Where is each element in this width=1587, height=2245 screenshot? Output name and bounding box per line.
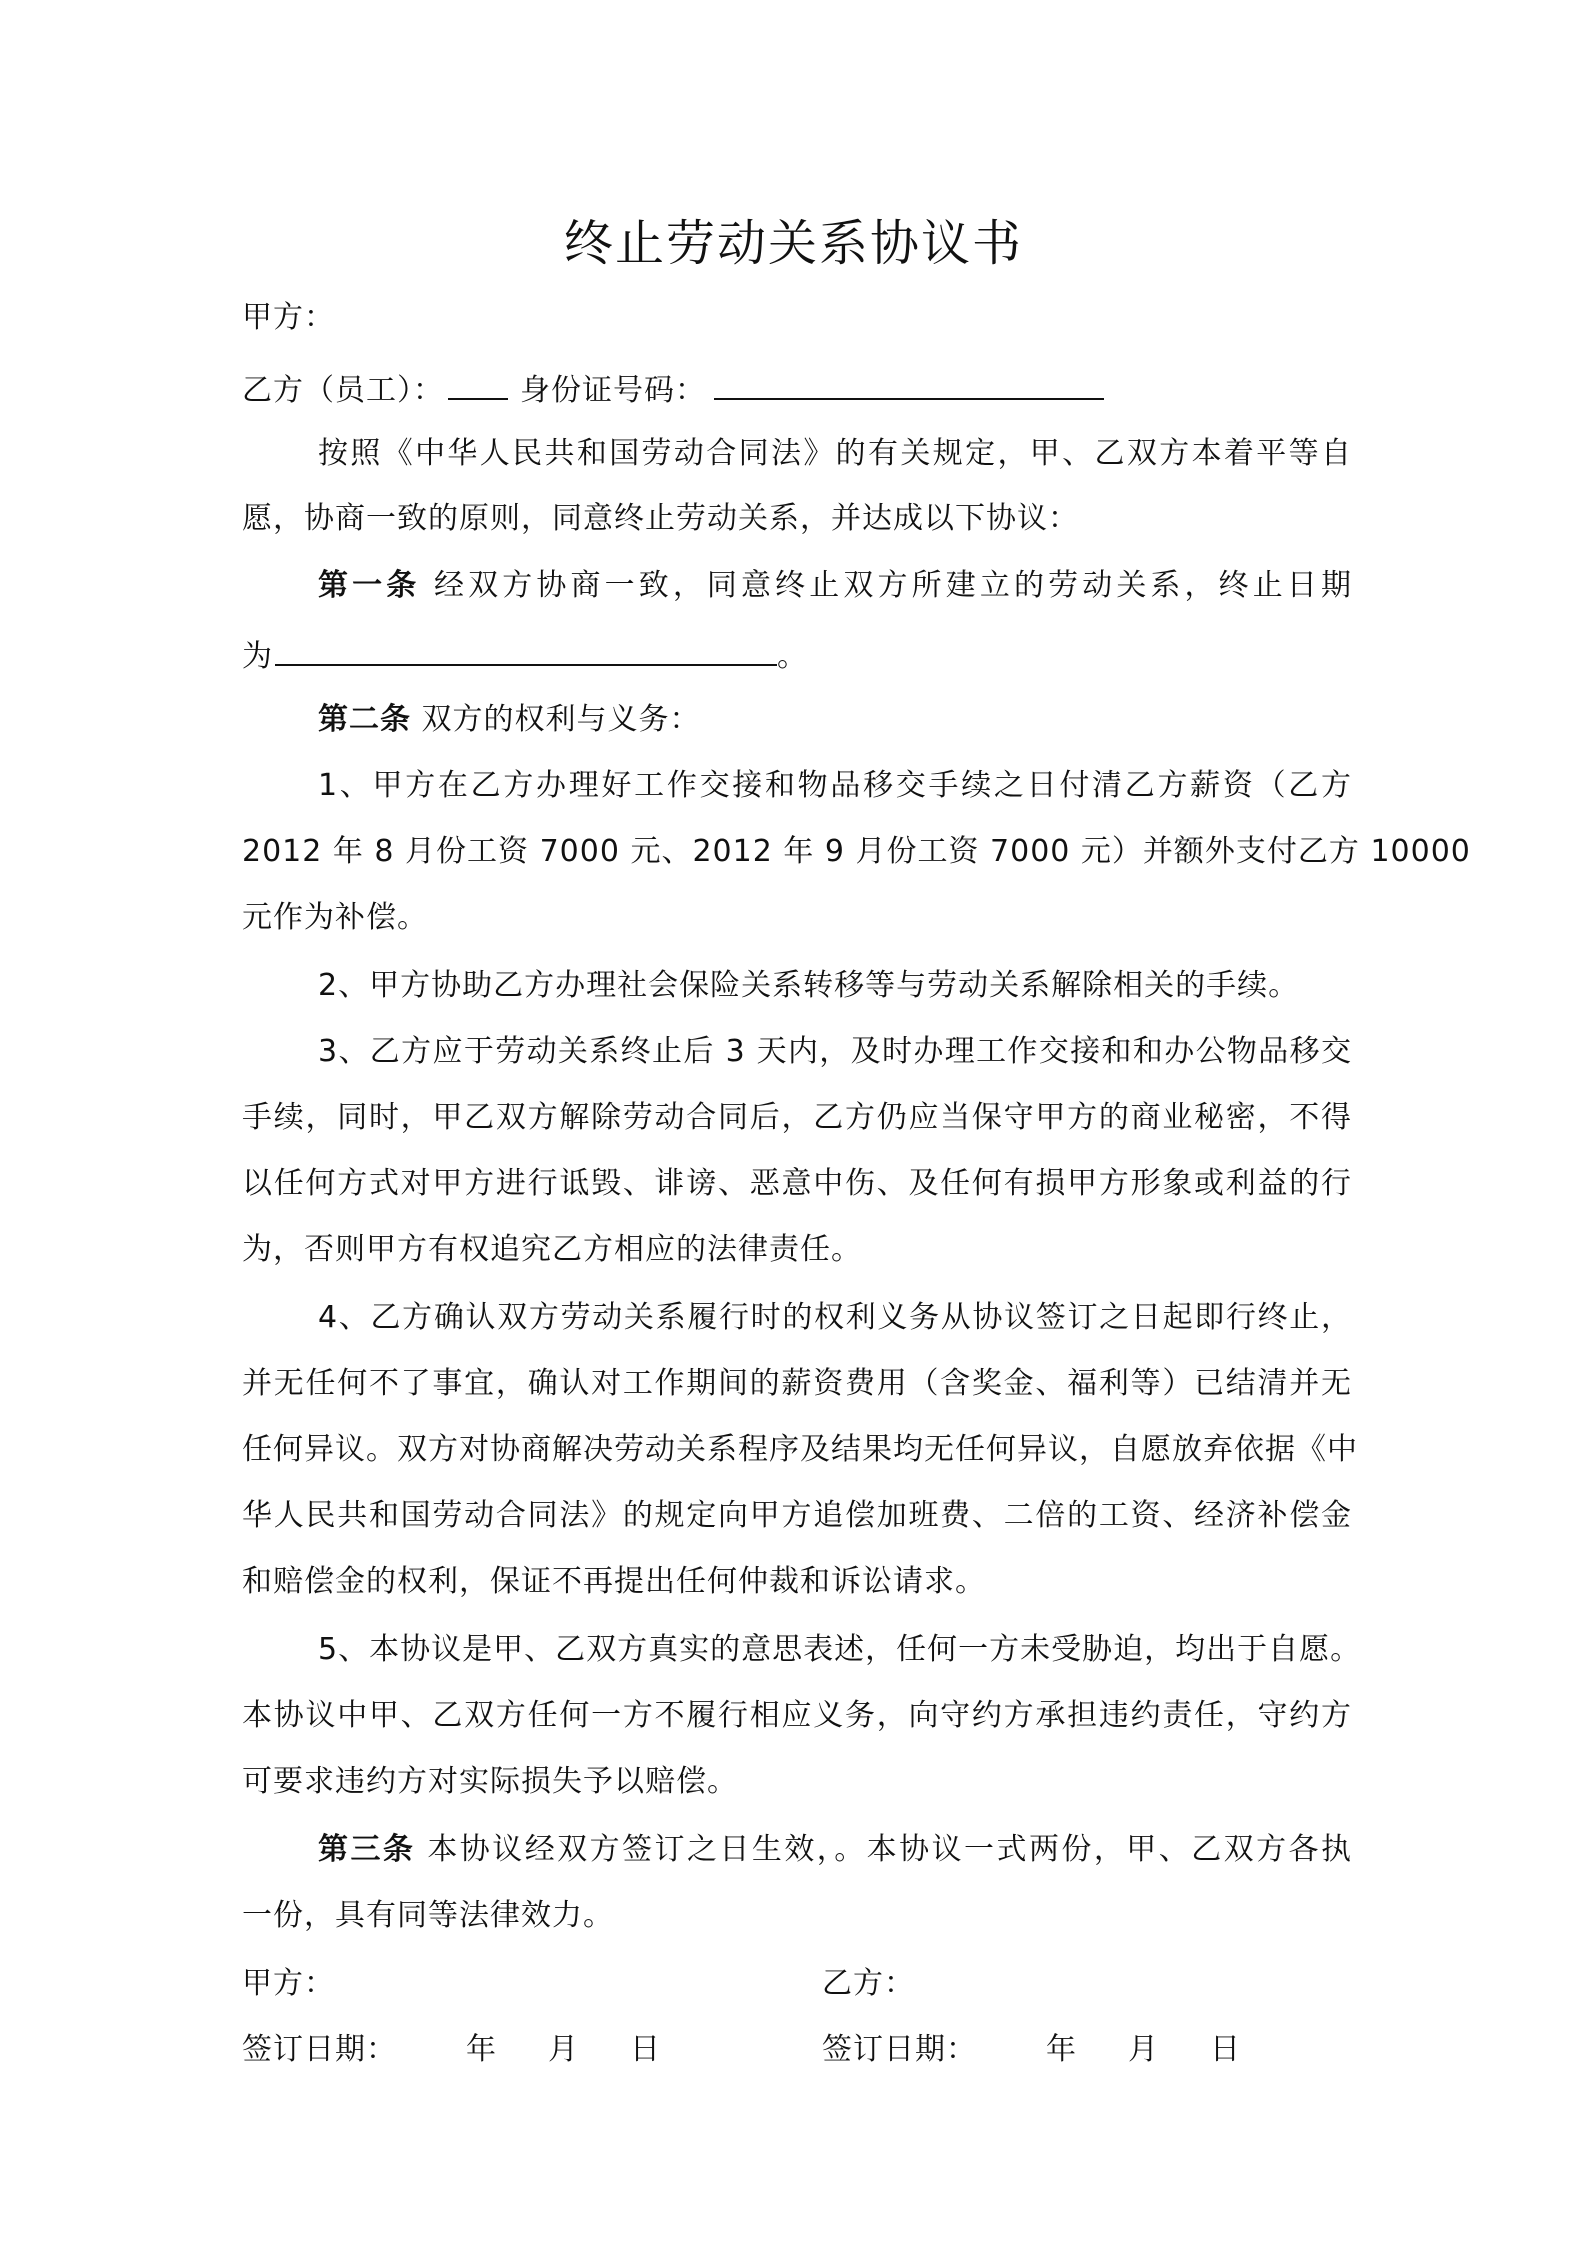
item1-line-2: 2012 年 8 月份工资 7000 元、2012 年 9 月份工资 7000 元）并额外支付乙方 10000 <box>242 834 1471 869</box>
day-b: 日 <box>1210 2032 1241 2067</box>
item5-line-3: 可要求违约方对实际损失予以赔偿。 <box>242 1764 738 1799</box>
item3-line-1: 3、乙方应于劳动关系终止后 3 天内，及时办理工作交接和和办公物品移交 <box>318 1034 1352 1069</box>
id-number-blank[interactable] <box>714 368 1104 400</box>
article1-text: 经双方协商一致，同意终止双方所建立的劳动关系，终止日期 <box>434 568 1353 603</box>
item2-line-1: 2、甲方协助乙方办理社会保险关系转移等与劳动关系解除相关的手续。 <box>318 968 1300 1003</box>
year-a: 年 <box>466 2032 497 2067</box>
party-b-line <box>242 368 1352 411</box>
article3-line-1: 第三条 本协议经双方签订之日生效，。本协议一式两份，甲、乙双方各执 <box>318 1832 1353 1867</box>
item1-line-1: 1、甲方在乙方办理好工作交接和物品移交手续之日付清乙方薪资（乙方 <box>318 768 1352 803</box>
employee-name-blank[interactable] <box>448 368 508 400</box>
item4-line-5: 和赔偿金的权利，保证不再提出任何仲裁和诉讼请求。 <box>242 1564 986 1599</box>
article2-heading: 第二条 <box>318 702 411 737</box>
article3-heading: 第三条 <box>318 1832 416 1867</box>
party-a-label: 甲方： <box>242 300 335 335</box>
item3-line-2: 手续，同时，甲乙双方解除劳动合同后，乙方仍应当保守甲方的商业秘密，不得 <box>242 1100 1352 1135</box>
item1-line-3: 元作为补偿。 <box>242 900 428 935</box>
document-title: 终止劳动关系协议书 <box>563 215 1023 272</box>
date-label-b: 签订日期： <box>822 2032 977 2067</box>
article1-line-2: 为 。 <box>242 634 1352 677</box>
intro-line-1: 按照《中华人民共和国劳动合同法》的有关规定，甲、乙双方本着平等自 <box>318 436 1352 471</box>
article1-line-1 <box>318 566 1352 606</box>
intro-line-2: 愿，协商一致的原则，同意终止劳动关系，并达成以下协议： <box>242 501 1079 536</box>
item3-line-4: 为，否则甲方有权追究乙方相应的法律责任。 <box>242 1232 862 1267</box>
item3-line-3: 以任何方式对甲方进行诋毁、诽谤、恶意中伤、及任何有损甲方形象或利益的行 <box>242 1166 1352 1201</box>
item4-line-2: 并无任何不了事宜，确认对工作期间的薪资费用（含奖金、福利等）已结清并无 <box>242 1366 1352 1401</box>
party-a-line <box>242 298 1352 338</box>
month-a: 月 <box>548 2032 579 2067</box>
signature-party-a: 甲方： <box>242 1966 335 2001</box>
date-label-a: 签订日期： <box>242 2032 397 2067</box>
id-label: 身份证号码： <box>520 373 706 408</box>
termination-date-blank[interactable] <box>275 634 777 666</box>
item5-line-1: 5、本协议是甲、乙双方真实的意思表述，任何一方未受胁迫，均出于自愿。 <box>318 1632 1362 1667</box>
article1-heading: 第一条 <box>318 568 421 603</box>
month-b: 月 <box>1128 2032 1159 2067</box>
year-b: 年 <box>1046 2032 1077 2067</box>
item4-line-3: 任何异议。双方对协商解决劳动关系程序及结果均无任何异议，自愿放弃依据《中 <box>242 1432 1358 1467</box>
party-b-label: 乙方（员工）： <box>242 373 444 408</box>
article2-heading-line: 第二条 双方的权利与义务： <box>318 702 701 737</box>
day-a: 日 <box>630 2032 661 2067</box>
signature-party-b: 乙方： <box>822 1966 915 2001</box>
item4-line-4: 华人民共和国劳动合同法》的规定向甲方追偿加班费、二倍的工资、经济补偿金 <box>242 1498 1352 1533</box>
article3-line-2: 一份，具有同等法律效力。 <box>242 1898 614 1933</box>
item5-line-2: 本协议中甲、乙双方任何一方不履行相应义务，向守约方承担违约责任，守约方 <box>242 1698 1352 1733</box>
item4-line-1: 4、乙方确认双方劳动关系履行时的权利义务从协议签订之日起即行终止， <box>318 1300 1352 1335</box>
